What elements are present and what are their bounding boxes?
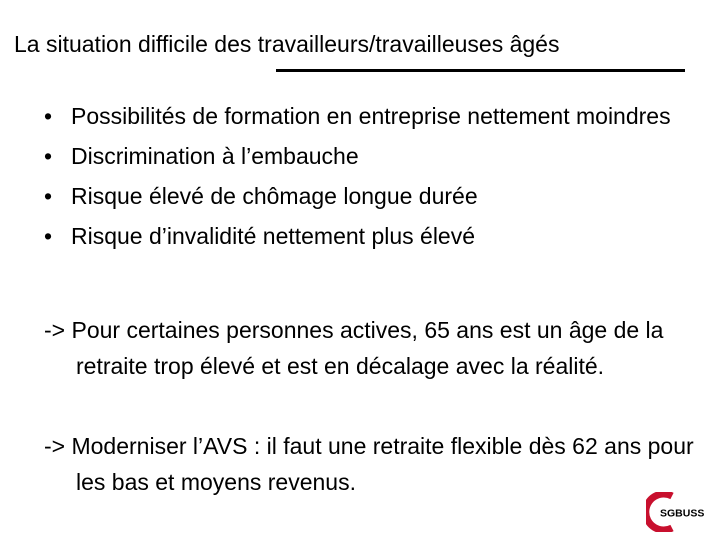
bullet-text: Possibilités de formation en entreprise nettement moindres — [71, 103, 671, 129]
bullet-marker: • — [44, 103, 53, 129]
logo-text: SGBUSS — [660, 507, 705, 520]
bullet-item — [44, 176, 694, 216]
bullet-item — [44, 96, 694, 136]
bullet-marker: • — [44, 143, 53, 169]
bullet-list — [44, 96, 694, 256]
conclusion-paragraph-1: -> Pour certaines personnes actives, 65 ans est un âge de la retraite trop élevé et est en décalage avec la réalité. — [44, 317, 664, 379]
title-underline — [276, 69, 685, 72]
sgb-uss-logo — [646, 492, 710, 532]
bullet-marker: • — [44, 183, 53, 209]
bullet-text: Risque d’invalidité nettement plus élevé — [71, 223, 476, 249]
bullet-marker: • — [44, 223, 53, 249]
conclusion-paragraph-2: -> Moderniser l’AVS : il faut une retraite flexible dès 62 ans pour les bas et moyens revenus. — [44, 433, 694, 495]
bullet-item — [44, 136, 694, 176]
bullet-item — [44, 216, 694, 256]
slide-title: La situation difficile des travailleurs/travailleuses âgés — [14, 31, 560, 57]
bullet-text: Discrimination à l’embauche — [71, 143, 359, 169]
bullet-text: Risque élevé de chômage longue durée — [71, 183, 478, 209]
